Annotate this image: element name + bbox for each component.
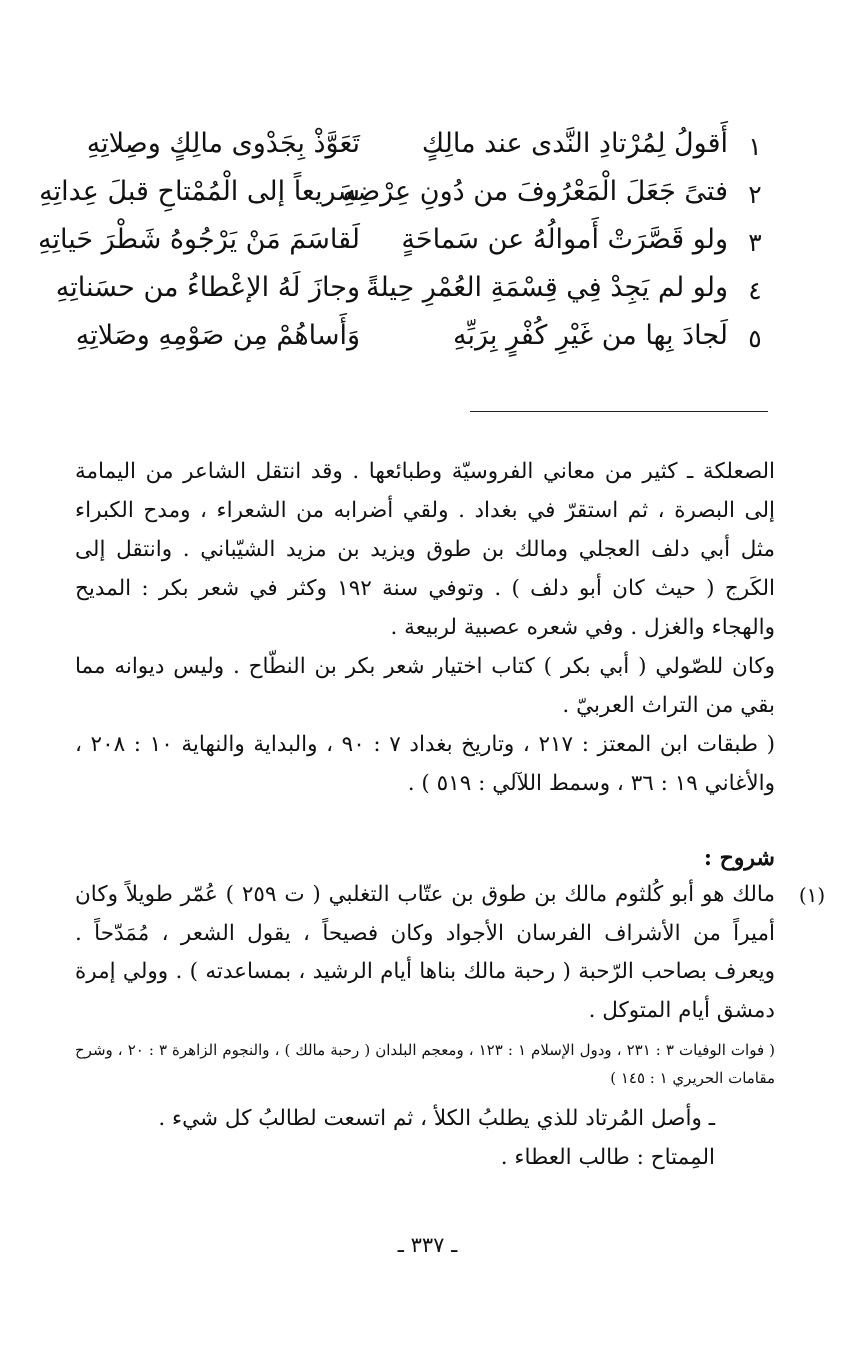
commentary-title: شروح : [703,845,775,871]
verse-number: ٤ [748,276,762,305]
verse-first-hemistich: فتىً جَعَلَ الْمَعْرُوفَ من دُونِ عِرْضِهِ [342,176,728,207]
biography-paragraph-2: وكان للصّولي ( أبي بكر ) كتاب اختيار شعر بكر بن النطّاح . وليس ديوانه مما بقي من التراث العربيّ . [75,654,775,718]
poem [38,126,772,366]
note-sources: ( فوات الوفيات ٣ : ٢٣١ ، ودول الإسلام ١ : ١٢٣ ، ومعجم البلدان ( رحبة مالك ) ، والنجوم الزاهرة ٣ : ٢٠ ، وشرح مقامات الحريري ١ : ١٤٥ ) [75,1041,776,1087]
verse-5 [60,318,772,366]
verse-first-hemistich: لَجادَ بِها من غَيْرِ كُفْرٍ بِرَبِّهِ [453,320,728,351]
commentary [75,840,826,1177]
verse-first-hemistich: ولو لم يَجِدْ فِي قِسْمَةِ العُمْرِ حِيلةً [365,272,728,303]
verse-second-hemistich: وَأَساهُمْ مِن صَوْمِهِ وصَلاتِهِ [75,320,360,351]
biography-sources: ( طبقات ابن المعتز : ٢١٧ ، وتاريخ بغداد ٧ : ٩٠ ، والبداية والنهاية ١٠ : ٢٠٨ ، والأغاني ١٩ : ٣٦ ، وسمط اللآلي : ٥١٩ ) . [75,732,775,796]
note-1 [75,876,826,1092]
verse-2 [39,174,772,222]
verse-3 [38,222,772,270]
verse-number: ٢ [748,180,762,209]
note-number: (١) [798,883,826,907]
verse-second-hemistich: لَقاسَمَ مَنْ يَرْجُوهُ شَطْرَ حَياتِهِ [38,224,360,255]
verse-first-hemistich: ولو قَصَّرَتْ أَموالُهُ عن سَماحَةٍ [401,224,728,255]
verse-number: ٣ [748,228,762,257]
verse-second-hemistich: وجازَ لَهُ الإعْطاءُ من حسَناتِهِ [55,272,360,303]
verse-first-hemistich: أَقولُ لِمُرْتادِ النَّدى عند مالِكٍ [421,128,728,159]
verse-number: ١ [748,132,762,161]
section-divider [470,411,768,412]
note-text: مالك هو أبو كُلثوم مالك بن طوق بن عتّاب التغلبي ( ت ٢٥٩ ) عُمّر طويلاً وكان أميراً من الأشراف الفرسان الأجواد وكان فصيحاً ، يقول الشعر ، مُمَدّحاً . ويعرف بصاحب الرّحبة ( رحبة مالك بناها أيام الرشيد ، بمساعدته ) . وولي إمرة دمشق أيام المتوكل . [75,882,775,1023]
verse-number: ٥ [748,324,762,353]
verse-4 [55,270,772,318]
verse-second-hemistich: سَريعاً إلى الْمُمْتاحِ قبلَ عِداتِهِ [39,176,360,207]
biography [75,452,775,803]
note-line-murtad: ـ وأصل المُرتاد للذي يطلبُ الكلأ ، ثم اتسعت لطالبُ كل شيء . [158,1106,715,1131]
page-number: ـ ٣٣٧ ـ [397,1233,458,1257]
verse-second-hemistich: تَعَوَّذْ بِجَدْوى مالِكٍ وصِلاتِهِ [86,128,360,159]
note-line-mimtah: المِمتاح : طالب العطاء . [500,1144,715,1170]
biography-paragraph-1: الصعلكة ـ كثير من معاني الفروسيّة وطبائعها . وقد انتقل الشاعر من اليمامة إلى البصرة ، ثم استقرّ في بغداد . ولقي أضرابه من الشعراء ، ومدح الكبراء مثل أبي دلف العجلي ومالك بن طوق ويزيد بن مزيد الشيّباني . وانتقل إلى الكَرج ( حيث كان أبو دلف ) . وتوفي سنة ١٩٢ وكثر في شعر بكر : المديح والهجاء والغزل . وفي شعره عصبية لربيعة . [75,459,775,640]
verse-1 [60,126,772,174]
